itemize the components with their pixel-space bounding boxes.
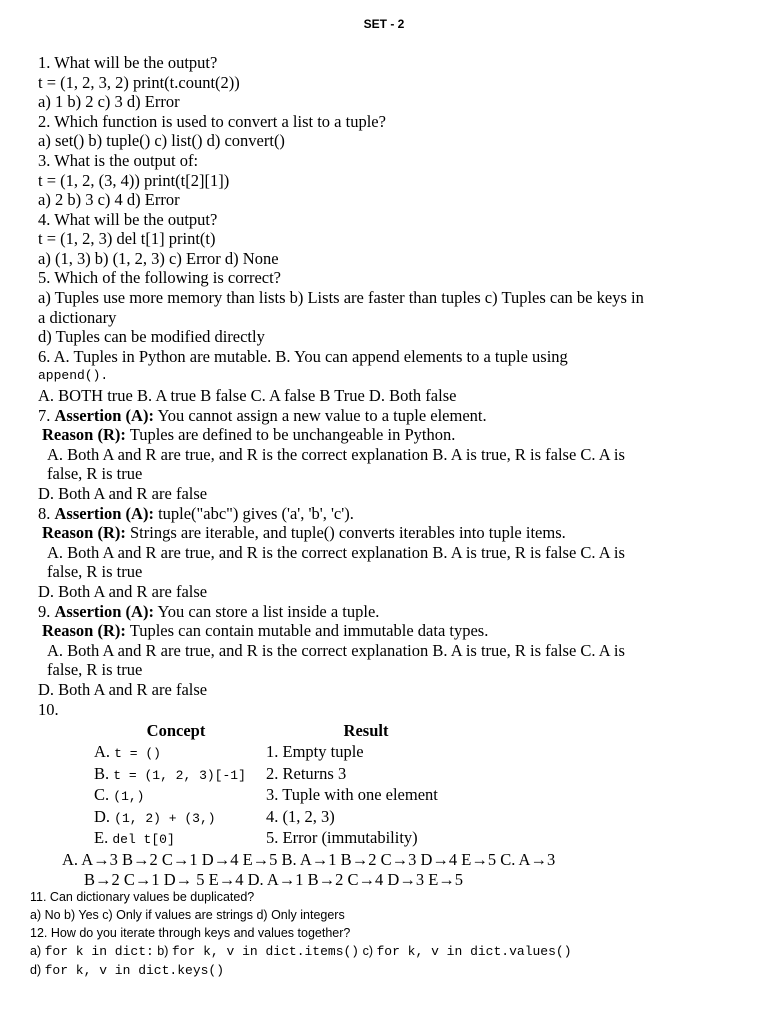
question-12: 12. How do you iterate through keys and values together? (30, 926, 351, 940)
question-7-assertion (38, 406, 487, 426)
result-cell: 1. Empty tuple (266, 742, 364, 762)
option-d-code: for k, v in dict.keys() (44, 963, 225, 978)
question-2: 2. Which function is used to convert a list to a tuple? (38, 112, 386, 131)
question-1: 1. What will be the output? (38, 53, 218, 72)
question-5-options-line1: a) Tuples use more memory than lists b) Lists are faster than tuples c) Tuples can be keys in (38, 288, 644, 307)
question-6-options: A. BOTH true B. A true B false C. A false B True D. Both false (38, 386, 457, 405)
concept-label: C. (94, 785, 114, 805)
question-3-code: t = (1, 2, (3, 4)) print(t[2][1]) (38, 171, 230, 190)
question-6-code: append(). (38, 368, 109, 383)
question-12-options-line2 (30, 962, 224, 979)
question-9-reason (42, 621, 488, 641)
concept-cell (90, 742, 262, 764)
question-3: 3. What is the output of: (38, 151, 199, 170)
question-3-options: a) 2 b) 3 c) 4 d) Error (38, 190, 180, 209)
question-12-options-line1 (30, 943, 572, 960)
table-row (90, 763, 470, 785)
question-4-options: a) (1, 3) b) (1, 2, 3) c) Error d) None (38, 249, 279, 268)
concept-label: E. (94, 828, 113, 848)
match-table-header (90, 720, 470, 742)
result-cell: 4. (1, 2, 3) (266, 806, 335, 826)
reason-text: Tuples can contain mutable and immutable data types. (125, 621, 489, 640)
reason-label: Reason (R): (42, 621, 126, 640)
concept-code: del t[0] (112, 832, 175, 848)
table-row (90, 785, 470, 807)
concept-code: t = () (114, 746, 161, 762)
concept-code: (1,) (113, 789, 145, 805)
question-11-options: a) No b) Yes c) Only if values are strings d) Only integers (30, 908, 345, 922)
question-9-number: 9. (38, 602, 55, 621)
concept-header: Concept (146, 720, 206, 740)
option-b-code: for k, v in dict.items() (171, 944, 360, 959)
question-5-options-line2: a dictionary (38, 308, 117, 327)
concept-cell (90, 785, 262, 807)
question-5-options-line3: d) Tuples can be modified directly (38, 327, 265, 346)
concept-label: D. (94, 806, 115, 826)
option-b-label: b) (153, 944, 172, 958)
question-8-reason (42, 523, 566, 543)
table-row (90, 828, 470, 850)
result-cell: 2. Returns 3 (266, 763, 347, 783)
question-9-assertion (38, 602, 379, 622)
option-a-label: a) (30, 944, 45, 958)
option-c-code: for k, v in dict.values() (376, 944, 572, 959)
reason-text: Strings are iterable, and tuple() converts iterables into tuple items. (125, 523, 566, 542)
assertion-text: You cannot assign a new value to a tuple element. (153, 406, 487, 425)
option-a-code: for k in dict: (44, 944, 154, 959)
concept-cell (90, 828, 262, 850)
question-2-options: a) set() b) tuple() c) list() d) convert() (38, 131, 285, 150)
question-5: 5. Which of the following is correct? (38, 268, 281, 287)
question-9-options-line2: false, R is true (47, 660, 143, 679)
question-7-options-line1: A. Both A and R are true, and R is the correct explanation B. A is true, R is false C. A is (47, 445, 625, 464)
question-7-reason (42, 425, 455, 445)
concept-code: t = (1, 2, 3)[-1] (113, 767, 246, 783)
option-c-label: c) (359, 944, 377, 958)
question-4: 4. What will be the output? (38, 210, 218, 229)
concept-code: (1, 2) + (3,) (114, 810, 216, 826)
question-10-number: 10. (38, 700, 59, 719)
question-8-assertion (38, 504, 354, 524)
question-10-options-line2: B→2 C→1 D→ 5 E→4 D. A→1 B→2 C→4 D→3 E→5 (84, 870, 464, 889)
question-8-options-line3: D. Both A and R are false (38, 582, 208, 601)
question-11: 11. Can dictionary values be duplicated? (30, 890, 255, 904)
assertion-label: Assertion (A): (54, 406, 154, 425)
question-1-code: t = (1, 2, 3, 2) print(t.count(2)) (38, 73, 240, 92)
reason-label: Reason (R): (42, 425, 126, 444)
assertion-label: Assertion (A): (54, 504, 154, 523)
question-7-number: 7. (38, 406, 55, 425)
result-header: Result (343, 720, 389, 740)
option-d-label: d) (30, 963, 45, 977)
concept-label: B. (94, 763, 114, 783)
result-cell: 5. Error (immutability) (266, 828, 418, 848)
concept-label: A. (94, 742, 115, 762)
assertion-text: tuple("abc") gives ('a', 'b', 'c'). (153, 504, 354, 523)
question-8-number: 8. (38, 504, 55, 523)
set-title: SET - 2 (363, 17, 405, 31)
question-4-code: t = (1, 2, 3) del t[1] print(t) (38, 229, 216, 248)
assertion-text: You can store a list inside a tuple. (153, 602, 380, 621)
concept-cell (90, 806, 262, 828)
table-row (90, 806, 470, 828)
question-8-options-line1: A. Both A and R are true, and R is the correct explanation B. A is true, R is false C. A is (47, 543, 625, 562)
assertion-label: Assertion (A): (54, 602, 154, 621)
table-row (90, 742, 470, 764)
reason-label: Reason (R): (42, 523, 126, 542)
question-1-options: a) 1 b) 2 c) 3 d) Error (38, 92, 180, 111)
reason-text: Tuples are defined to be unchangeable in Python. (125, 425, 456, 444)
match-table (90, 720, 470, 849)
question-7-options-line3: D. Both A and R are false (38, 484, 208, 503)
question-8-options-line2: false, R is true (47, 562, 143, 581)
question-9-options-line3: D. Both A and R are false (38, 680, 208, 699)
question-9-options-line1: A. Both A and R are true, and R is the correct explanation B. A is true, R is false C. A is (47, 641, 625, 660)
question-6: 6. A. Tuples in Python are mutable. B. You can append elements to a tuple using (38, 347, 568, 366)
question-10-options-line1: A. A→3 B→2 C→1 D→4 E→5 B. A→1 B→2 C→3 D→4 E→5 C. A→3 (62, 850, 556, 869)
question-7-options-line2: false, R is true (47, 464, 143, 483)
result-cell: 3. Tuple with one element (266, 785, 438, 805)
concept-cell (90, 763, 262, 785)
